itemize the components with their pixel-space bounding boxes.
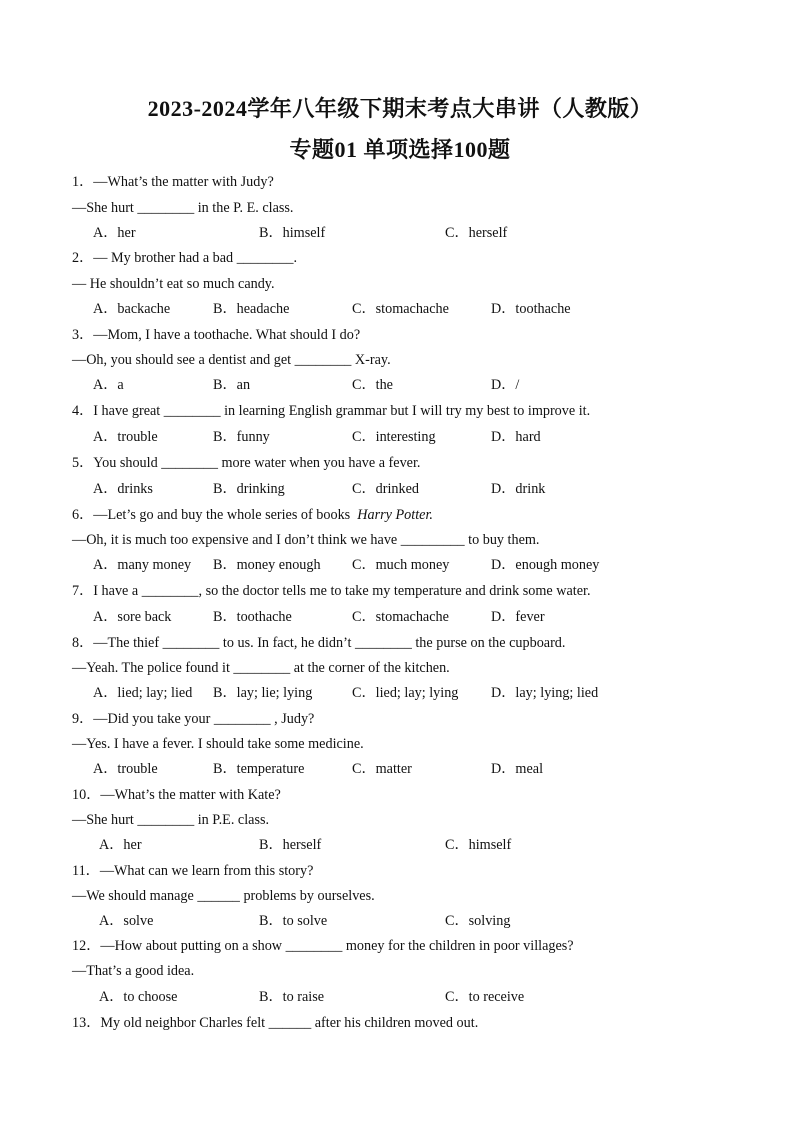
- document-title: 2023-2024学年八年级下期末考点大串讲（人教版）: [147, 96, 653, 121]
- option-a: A．sore back: [93, 609, 172, 625]
- question-stem: 9．—Did you take your ________ , Judy?: [72, 711, 315, 727]
- option-c: C．the: [352, 377, 393, 393]
- option-d: D．toothache: [491, 301, 571, 317]
- question-stem: 11．—What can we learn from this story?: [72, 863, 314, 879]
- option-a: A．her: [93, 225, 136, 241]
- option-c: C．herself: [445, 225, 508, 241]
- option-c: C．matter: [352, 761, 412, 777]
- book-title: Harry Potter.: [357, 507, 433, 523]
- question-stem-text: 6．—Let’s go and buy the whole series of books: [72, 507, 351, 523]
- question-stem: 12．—How about putting on a show ________ money for the children in poor villages?: [72, 938, 574, 954]
- option-b: B．temperature: [213, 761, 305, 777]
- option-c: C．interesting: [352, 429, 436, 445]
- option-b: B．toothache: [213, 609, 292, 625]
- question-stem: —Oh, it is much too expensive and I don’t think we have _________ to buy them.: [72, 532, 540, 548]
- question-stem: —We should manage ______ problems by ourselves.: [72, 888, 375, 904]
- option-c: C．much money: [352, 557, 450, 573]
- option-c: C．to receive: [445, 989, 525, 1005]
- option-c: C．drinked: [352, 481, 419, 497]
- question-stem: —Oh, you should see a dentist and get ________ X-ray.: [72, 352, 391, 368]
- option-b: B．an: [213, 377, 251, 393]
- option-a: A．solve: [99, 913, 154, 929]
- option-a: A．her: [99, 837, 142, 853]
- question-stem: 8．—The thief ________ to us. In fact, he didn’t ________ the purse on the cupboard.: [72, 635, 566, 651]
- question-stem: —Yeah. The police found it ________ at the corner of the kitchen.: [72, 660, 450, 676]
- option-b: B．himself: [259, 225, 326, 241]
- option-d: D．enough money: [491, 557, 600, 573]
- option-c: C．solving: [445, 913, 511, 929]
- option-c: C．himself: [445, 837, 512, 853]
- option-d: D．drink: [491, 481, 546, 497]
- question-stem: —That’s a good idea.: [72, 963, 195, 979]
- option-b: B．herself: [259, 837, 322, 853]
- question-stem: 7．I have a ________, so the doctor tells me to take my temperature and drink some water.: [72, 583, 591, 599]
- question-stem: —She hurt ________ in P.E. class.: [72, 812, 270, 828]
- question-stem: 1．—What’s the matter with Judy?: [72, 174, 274, 190]
- option-c: C．stomachache: [352, 609, 449, 625]
- question-stem: 13．My old neighbor Charles felt ______ after his children moved out.: [72, 1015, 479, 1031]
- question-stem: [72, 506, 433, 524]
- option-a: A．trouble: [93, 761, 158, 777]
- question-stem: — He shouldn’t eat so much candy.: [72, 276, 275, 292]
- question-stem: 3．—Mom, I have a toothache. What should I do?: [72, 327, 361, 343]
- question-stem: —Yes. I have a fever. I should take some medicine.: [72, 736, 364, 752]
- option-c: C．lied; lay; lying: [352, 685, 459, 701]
- option-a: A．backache: [93, 301, 171, 317]
- question-stem: 2．— My brother had a bad ________.: [72, 250, 297, 266]
- option-d: D．hard: [491, 429, 541, 445]
- option-a: A．lied; lay; lied: [93, 685, 193, 701]
- document-subtitle: 专题01 单项选择100题: [289, 137, 511, 162]
- option-a: A．to choose: [99, 989, 178, 1005]
- option-b: B．money enough: [213, 557, 321, 573]
- option-a: A．a: [93, 377, 124, 393]
- option-a: A．drinks: [93, 481, 153, 497]
- option-b: B．headache: [213, 301, 290, 317]
- option-c: C．stomachache: [352, 301, 449, 317]
- option-d: D．meal: [491, 761, 544, 777]
- question-stem: 10．—What’s the matter with Kate?: [72, 787, 281, 803]
- option-b: B．drinking: [213, 481, 285, 497]
- question-stem: 4．I have great ________ in learning English grammar but I will try my best to improve it.: [72, 403, 591, 419]
- question-stem: —She hurt ________ in the P. E. class.: [72, 200, 294, 216]
- option-d: D．fever: [491, 609, 545, 625]
- option-b: B．funny: [213, 429, 270, 445]
- option-a: A．trouble: [93, 429, 158, 445]
- option-d: D．lay; lying; lied: [491, 685, 599, 701]
- option-a: A．many money: [93, 557, 192, 573]
- question-stem: 5．You should ________ more water when you have a fever.: [72, 455, 421, 471]
- option-d: D．/: [491, 377, 520, 393]
- option-b: B．to raise: [259, 989, 325, 1005]
- option-b: B．to solve: [259, 913, 328, 929]
- option-b: B．lay; lie; lying: [213, 685, 313, 701]
